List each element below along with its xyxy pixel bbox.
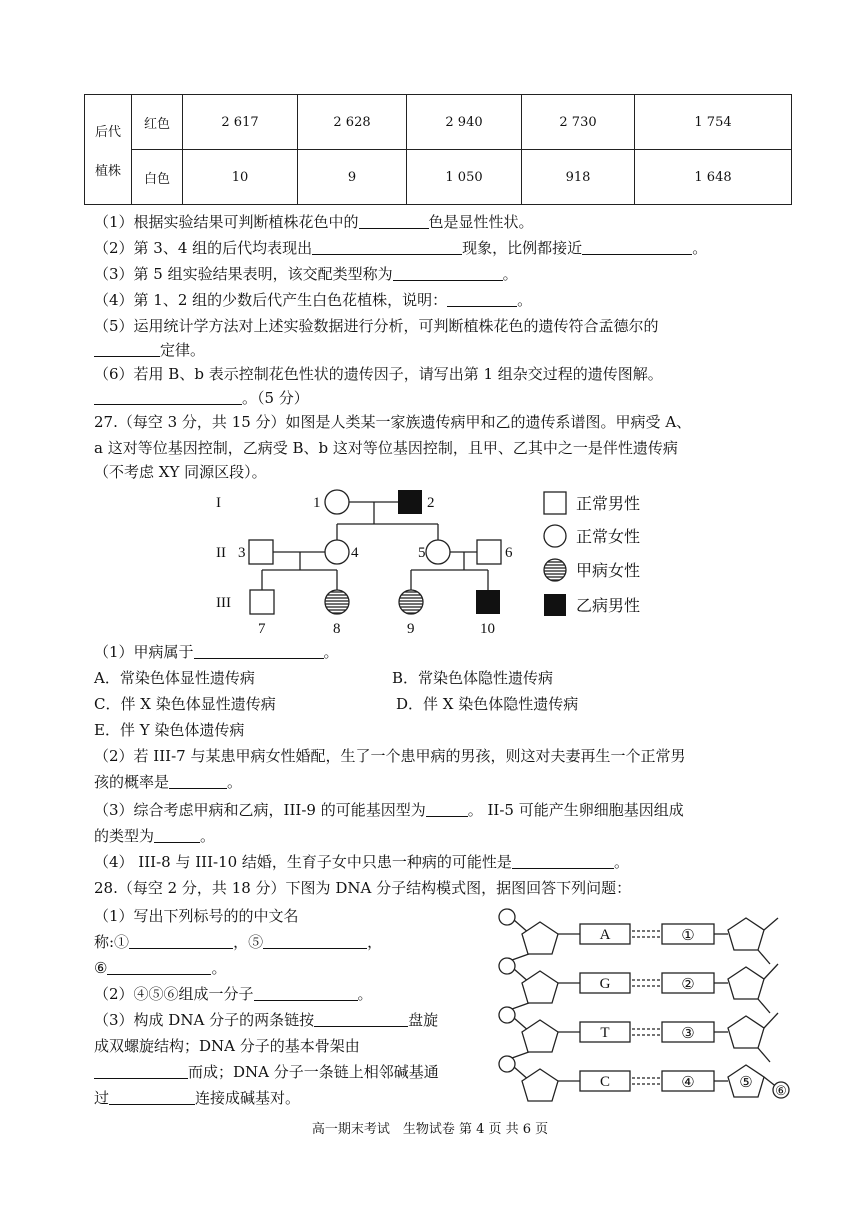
text: 。 [692, 239, 708, 257]
sugar-icon [522, 971, 558, 1003]
q28-head: 28.（每空 2 分，共 18 分）下图为 DNA 分子结构模式图，据图回答下列问题： [94, 879, 632, 897]
legend-label: 乙病男性 [576, 596, 641, 615]
q28-l3 [94, 958, 226, 978]
text: 。 [323, 643, 339, 661]
pair-label: ② [681, 977, 695, 993]
results-table [84, 94, 792, 205]
answer-blank[interactable] [109, 1089, 195, 1105]
q28-l5 [94, 1010, 438, 1030]
text: （1）甲病属于 [94, 643, 194, 661]
legend-disease-a-female-icon [544, 559, 566, 581]
q28-l8 [94, 1088, 300, 1108]
gen-label: II [216, 545, 226, 561]
text: 定律。 [160, 341, 206, 359]
individual-III-10 [476, 590, 500, 614]
dna-structure-diagram [492, 902, 802, 1102]
row-label: 红色 [132, 95, 183, 150]
answer-blank[interactable] [312, 239, 462, 255]
q27-s3a [94, 800, 684, 820]
answer-blank[interactable] [263, 933, 367, 949]
answer-blank[interactable] [94, 389, 242, 405]
num-label: 7 [258, 621, 266, 637]
text: 。 [211, 959, 227, 977]
phosphate-6-label: ⑥ [775, 1083, 787, 1098]
table-row-header [85, 95, 132, 205]
answer-blank[interactable] [94, 1063, 188, 1079]
table-cell: 2 628 [298, 95, 407, 150]
text: 现象，比例都接近 [462, 239, 583, 257]
num-label: 3 [238, 545, 246, 561]
option-d[interactable]: D．伴 X 染色体隐性遗传病 [396, 695, 579, 713]
text: 过 [94, 1089, 110, 1107]
answer-blank[interactable] [582, 239, 692, 255]
text: 孩的概率是 [94, 773, 170, 791]
text: 盘旋 [408, 1011, 439, 1029]
q26-line2 [94, 238, 707, 258]
num-label: 8 [333, 621, 341, 637]
answer-blank[interactable] [314, 1011, 408, 1027]
sugar-5-label: ⑤ [739, 1075, 753, 1091]
q28-l1: （1）写出下列标号的的中文名 [94, 907, 299, 925]
q28-l7 [94, 1062, 439, 1082]
legend-disease-b-male-icon [544, 594, 566, 616]
text: 。 [357, 985, 373, 1003]
legend-label: 正常男性 [576, 494, 641, 513]
answer-blank[interactable] [393, 265, 503, 281]
text: 。 II-5 可能产生卵细胞基因组成 [467, 801, 684, 819]
page-footer: 高一期末考试 生物试卷 第 4 页 共 6 页 [311, 1122, 549, 1137]
q28-l6: 成双螺旋结构；DNA 分子的基本骨架由 [94, 1037, 360, 1055]
sugar-icon [728, 1016, 764, 1048]
table-cell: 1 754 [635, 95, 792, 150]
phosphate-icon [499, 909, 515, 925]
pair-label: ③ [681, 1026, 695, 1042]
q27-s2a: （2）若 III-7 与某患甲病女性婚配，生了一个患甲病的男孩，则这对夫妻再生一个正常男 [94, 747, 686, 765]
text: 。（5 分） [242, 389, 309, 407]
answer-blank[interactable] [359, 213, 429, 229]
table-cell: 918 [522, 150, 635, 205]
table-cell: 2 617 [183, 95, 298, 150]
pedigree-diagram [200, 480, 660, 640]
table-cell: 9 [298, 150, 407, 205]
text: 。 [227, 773, 243, 791]
q27-s3c [94, 826, 215, 846]
text: 连接成碱基对。 [195, 1089, 301, 1107]
q26-line4 [94, 290, 532, 310]
q26-line5: （5）运用统计学方法对上述实验数据进行分析，可判断植株花色的遗传符合孟德尔的 [94, 317, 659, 335]
sugar-icon [522, 1069, 558, 1101]
q26-line5b [94, 340, 205, 360]
answer-blank[interactable] [94, 341, 160, 357]
pair-label: ① [681, 928, 695, 944]
base-label: A [599, 927, 611, 943]
answer-blank[interactable] [154, 827, 200, 843]
legend-normal-male-icon [544, 492, 566, 514]
q27-head2: a 这对等位基因控制，乙病受 B、b 这对等位基因控制，且甲、乙其中之一是伴性遗传病 [94, 439, 678, 457]
table-cell: 1 050 [407, 150, 522, 205]
text: 的类型为 [94, 827, 155, 845]
q28-l4 [94, 984, 373, 1004]
q26-line1 [94, 212, 534, 232]
text: （1）根据实验结果可判断植株花色中的 [94, 213, 359, 231]
q26-line6: （6）若用 B、b 表示控制花色性状的遗传因子，请写出第 1 组杂交过程的遗传图解。 [94, 365, 663, 383]
legend-label: 甲病女性 [576, 561, 641, 580]
row-label: 白色 [132, 150, 183, 205]
individual-II-6 [477, 540, 501, 564]
text: （3）构成 DNA 分子的两条链按 [94, 1011, 315, 1029]
table-cell: 2 940 [407, 95, 522, 150]
text: 。 [517, 291, 533, 309]
sugar-icon [728, 918, 764, 950]
text: 。 [502, 265, 518, 283]
text: （2）④⑤⑥组成一分子 [94, 985, 254, 1003]
q27-s4 [94, 852, 629, 872]
q28-l2 [94, 932, 382, 952]
table-cell: 10 [183, 150, 298, 205]
option-a[interactable]: A．常染色体显性遗传病 [94, 669, 255, 687]
row-header-line2: 植株 [94, 163, 121, 179]
text: 。 [200, 827, 216, 845]
individual-I-2 [398, 490, 422, 514]
individual-III-9 [399, 590, 423, 614]
base-label: T [600, 1025, 610, 1041]
base-label: C [599, 1074, 611, 1090]
q26-line6b [94, 388, 309, 408]
answer-blank[interactable] [129, 933, 233, 949]
text: ，⑤ [233, 933, 264, 951]
text: 。 [613, 853, 629, 871]
q27-head3: （不考虑 XY 同源区段）。 [94, 463, 267, 481]
sugar-icon [522, 922, 558, 954]
text: （2）第 3、4 组的后代均表现出 [94, 239, 313, 257]
num-label: 6 [505, 545, 513, 561]
pair-label: ④ [681, 1075, 695, 1091]
option-b[interactable]: B．常染色体隐性遗传病 [392, 669, 554, 687]
q27-s1 [94, 642, 339, 662]
num-label: 10 [480, 621, 495, 637]
table-cell: 1 648 [635, 150, 792, 205]
answer-blank[interactable] [169, 773, 227, 789]
answer-blank[interactable] [107, 959, 211, 975]
sugar-icon [522, 1020, 558, 1052]
base-label: G [599, 976, 611, 992]
text: （3）第 5 组实验结果表明，该交配类型称为 [94, 265, 393, 283]
individual-III-7 [250, 590, 274, 614]
text: 色是显性性状。 [428, 213, 534, 231]
num-label: 9 [407, 621, 415, 637]
legend-label: 正常女性 [576, 527, 641, 546]
row-header-line1: 后代 [94, 124, 121, 140]
text: ， [367, 933, 383, 951]
individual-III-8 [325, 590, 349, 614]
text: （4）第 1、2 组的少数后代产生白色花植株，说明： [94, 291, 448, 309]
gen-label: III [216, 595, 231, 611]
q26-line3 [94, 264, 518, 284]
num-label: 5 [418, 545, 426, 561]
option-c[interactable]: C．伴 X 染色体显性遗传病 [94, 695, 276, 713]
answer-blank[interactable] [426, 801, 468, 817]
num-label: 2 [427, 495, 435, 511]
text: （3）综合考虑甲病和乙病，III-9 的可能基因型为 [94, 801, 426, 819]
option-e[interactable]: E．伴 Y 染色体遗传病 [94, 721, 245, 739]
text: 称:① [94, 933, 130, 951]
answer-blank[interactable] [254, 985, 358, 1001]
num-label: 4 [351, 545, 359, 561]
answer-blank[interactable] [194, 643, 324, 659]
gen-label: I [216, 495, 221, 511]
text: 而成；DNA 分子一条链上相邻碱基通 [188, 1063, 439, 1081]
q27-s2b [94, 772, 242, 792]
text: （4） III-8 与 III-10 结婚，生育子女中只患一种病的可能性是 [94, 853, 512, 871]
text: ⑥ [94, 959, 108, 977]
individual-II-4 [325, 540, 349, 564]
table-cell: 2 730 [522, 95, 635, 150]
answer-blank[interactable] [512, 853, 614, 869]
answer-blank[interactable] [447, 291, 517, 307]
sugar-icon [728, 967, 764, 999]
num-label: 1 [313, 495, 321, 511]
individual-II-3 [249, 540, 273, 564]
q27-head1: 27.（每空 3 分，共 15 分）如图是人类某一家族遗传病甲和乙的遗传系谱图。甲病受 A、 [94, 413, 692, 431]
legend-normal-female-icon [544, 525, 566, 547]
individual-II-5 [426, 540, 450, 564]
individual-I-1 [325, 490, 349, 514]
